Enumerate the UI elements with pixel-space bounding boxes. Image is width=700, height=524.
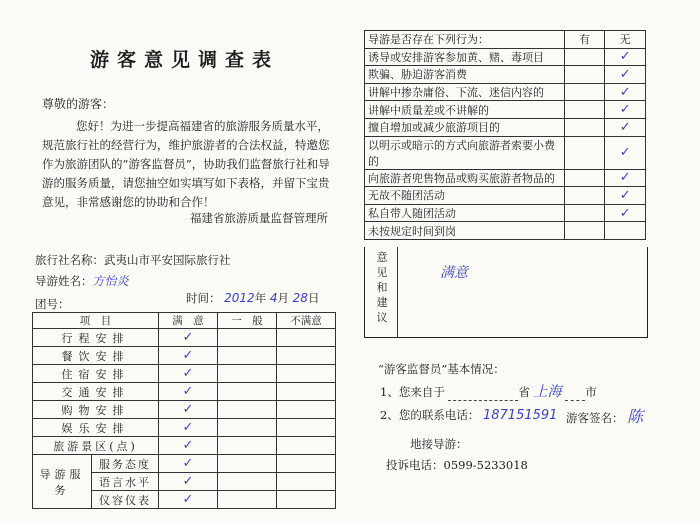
complaint-phone: 0599-5233018: [443, 458, 528, 472]
check-icon: ✓: [619, 66, 631, 82]
table-row: 购物安排 ✓: [33, 401, 336, 419]
guide-label: 导游姓名：: [35, 274, 93, 288]
check-icon: ✓: [619, 187, 631, 203]
table-row: 仪容仪表 ✓: [33, 491, 336, 509]
phone-label: 2、您的联系电话：: [380, 408, 480, 422]
opinion-divider: [397, 247, 398, 337]
from-label: 1、您来自于: [380, 385, 445, 399]
complaint-label: 投诉电话：: [386, 458, 444, 472]
check-icon: ✓: [182, 474, 194, 489]
check-icon: ✓: [182, 456, 194, 471]
year-char: 年: [254, 291, 267, 305]
table-row: 未按规定时间到岗: [365, 222, 646, 240]
table-row: 讲解中质量差或不讲解的 ✓: [365, 101, 646, 119]
check-icon: ✓: [182, 330, 194, 345]
opinion-text: 满意: [440, 265, 468, 281]
check-icon: ✓: [182, 348, 194, 363]
city-char: 市: [585, 385, 597, 399]
month-char: 月: [277, 291, 289, 305]
table-row: 无故不随团活动 ✓: [365, 187, 646, 205]
table-row: 旅游景区(点) ✓: [33, 437, 336, 455]
table-row: 诱导或安排游客参加黄、赌、毒项目 ✓: [365, 48, 646, 66]
table-row: 擅自增加或减少旅游项目的 ✓: [365, 118, 646, 136]
organization-name: 福建省旅游质量监督管理所: [190, 211, 328, 225]
address-field: [410, 436, 468, 452]
table-row: 导游服务 服务态度 ✓: [33, 455, 336, 473]
table-row: 语言水平 ✓: [33, 473, 336, 491]
service-table: [32, 312, 336, 509]
check-icon: ✓: [182, 402, 194, 417]
time-year: 2012: [224, 291, 255, 305]
behavior-header: 导游是否存在下列行为：: [365, 31, 565, 49]
no-header: 无: [605, 31, 646, 49]
from-field: [380, 381, 597, 401]
opinion-box: [364, 247, 648, 338]
agency-label: 旅行社名称：: [35, 253, 104, 267]
table-row: 向旅游者兜售物品或购买旅游者物品的 ✓: [365, 169, 646, 187]
time-day: 28: [292, 291, 308, 305]
header-average: 一 般: [218, 313, 277, 329]
header-item: 项 目: [33, 313, 159, 329]
agency-name: 武夷山市平安国际旅行社: [104, 253, 231, 267]
check-icon: ✓: [182, 384, 194, 399]
table-row: 交通安排 ✓: [33, 383, 336, 401]
table-row: 欺骗、胁迫游客消费 ✓: [365, 66, 646, 84]
check-icon: ✓: [182, 492, 194, 507]
check-icon: ✓: [619, 145, 631, 161]
from-city: 上海: [533, 384, 562, 400]
table-row: 餐饮安排 ✓: [33, 347, 336, 365]
table-row: 娱乐安排 ✓: [33, 419, 336, 437]
address-label: 地接导游：: [410, 437, 468, 451]
check-icon: ✓: [182, 438, 194, 453]
greeting: 尊敬的游客：: [42, 97, 115, 111]
check-icon: ✓: [182, 420, 194, 435]
phone-field: [380, 407, 557, 423]
table-row: 住宿安排 ✓: [33, 365, 336, 383]
province-char: 省: [518, 385, 530, 399]
check-icon: ✓: [619, 170, 631, 186]
agency-field: [35, 252, 231, 268]
signature-label: 游客签名：: [566, 411, 624, 425]
check-icon: ✓: [619, 49, 631, 65]
time-field: [186, 290, 319, 306]
signature-field: [566, 404, 643, 427]
time-month: 4: [269, 291, 278, 305]
check-icon: ✓: [619, 84, 631, 100]
guide-field: [35, 272, 129, 289]
guide-name: 方怡炎: [92, 274, 129, 288]
guide-service-label: 导游服务: [33, 455, 92, 509]
check-icon: ✓: [182, 366, 194, 381]
supervisor-title: “游客监督员”基本情况：: [378, 362, 505, 376]
check-icon: ✓: [619, 102, 631, 118]
phone-value: 187151591: [482, 408, 558, 423]
day-char: 日: [307, 291, 320, 305]
table-row: 行程安排 ✓: [33, 329, 336, 347]
header-satisfied: 满 意: [159, 313, 218, 329]
group-label: 团号：: [35, 297, 70, 311]
time-label: 时间：: [186, 291, 221, 305]
table-row: 以明示或暗示的方式向旅游者索要小费的 ✓: [365, 136, 646, 169]
intro-paragraph: 您好！为进一步提高福建省的旅游服务质量水平，规范旅行社的经营行为，维护旅游者的合法权益，特邀您作为旅游团队的“游客监督员”，协助我们监督旅行社和导游的服务质量，请您抽空如实填写如下表格，并留下宝贵意见，非常感谢您的协助和合作！: [42, 119, 330, 209]
signature-value: 陈: [627, 407, 644, 426]
table-row: 讲解中掺杂庸俗、下流、迷信内容的 ✓: [365, 83, 646, 101]
table-row: 私自带人随团活动 ✓: [365, 204, 646, 222]
group-field: [35, 296, 70, 312]
check-icon: ✓: [619, 205, 631, 221]
yes-header: 有: [564, 31, 605, 49]
behavior-table: [364, 30, 646, 240]
complaint-field: [386, 457, 528, 473]
header-unsatisfied: 不满意: [277, 313, 336, 329]
opinion-label: 意见和建议: [376, 251, 388, 324]
check-icon: ✓: [619, 119, 631, 135]
form-title: 游客意见调查表: [90, 49, 280, 71]
